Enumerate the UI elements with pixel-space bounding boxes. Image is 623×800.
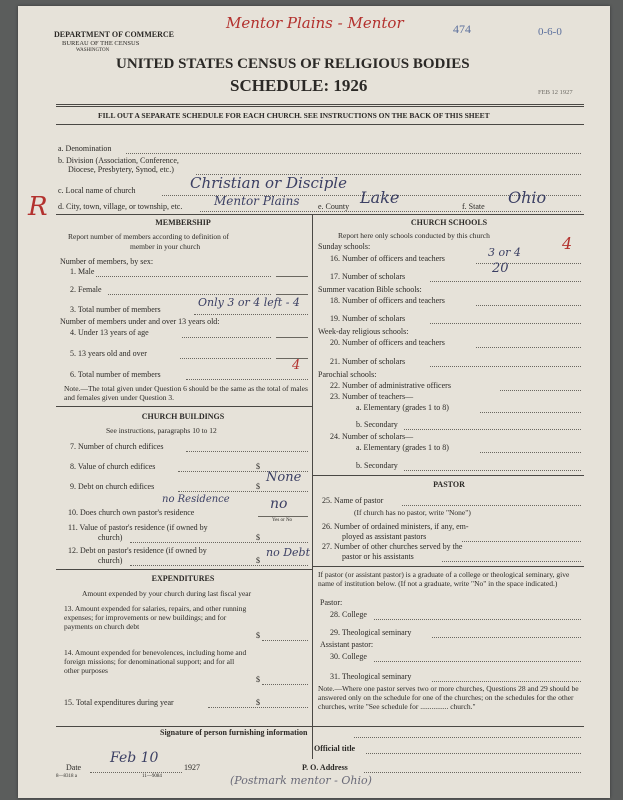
fill-line [480, 452, 581, 453]
po-address-label: P. O. Address [302, 763, 348, 772]
q4-under13: 4. Under 13 years of age [70, 328, 149, 337]
dollar-sign: $ [256, 462, 260, 471]
pastor-note: Note.—Where one pastor serves two or more churches, Questions 28 and 29 should be answered only on the schedule for one of the churches; on the schedules for the other churches, write "See schedule for ............... church." [318, 684, 579, 711]
rule [312, 475, 584, 476]
fill-line [374, 619, 581, 620]
q23b-secondary: b. Secondary [356, 420, 398, 429]
fill-line [186, 379, 308, 380]
fill-line [404, 429, 581, 430]
field-division-cont: Diocese, Presbytery, Synod, etc.) [68, 165, 174, 174]
fill-line [476, 305, 581, 306]
q9-value: None [266, 470, 302, 485]
q10-value: no [270, 496, 288, 512]
rule [56, 214, 584, 215]
buildings-heading: CHURCH BUILDINGS [141, 412, 225, 421]
dollar-sign: $ [256, 698, 260, 707]
q25-hint: (If church has no pastor, write "None") [354, 508, 471, 517]
q1-male: 1. Male [70, 267, 95, 276]
date-label: Date [66, 763, 82, 772]
q14-benevolences: 14. Amount expended for benevolences, including home and foreign missions; for denominational support; and for all other purposes [64, 648, 247, 675]
q20-weekday-teachers: 20. Number of officers and teachers [330, 338, 445, 347]
fill-line [404, 470, 581, 471]
dept-label: DEPARTMENT OF COMMERCE [54, 30, 175, 39]
fill-line [130, 565, 308, 566]
red-mark: R [28, 192, 48, 222]
q24b-secondary: b. Secondary [356, 461, 398, 470]
census-form-sheet [18, 6, 610, 798]
bureau-label: BUREAU OF THE CENSUS [62, 40, 140, 47]
q31-seminary: 31. Theological seminary [330, 672, 412, 681]
dollar-sign: $ [256, 675, 260, 684]
expenditures-heading: EXPENDITURES [151, 574, 215, 583]
answer-line [276, 294, 308, 295]
membership-heading: MEMBERSHIP [155, 218, 211, 227]
fill-line [262, 684, 308, 685]
expenditures-sub: Amount expended by your church during last fiscal year [82, 589, 252, 598]
field-division: b. Division (Association, Conference, [58, 156, 179, 165]
q7-edifices: 7. Number of church edifices [70, 442, 164, 451]
graduate-instruction: If pastor (or assistant pastor) is a graduate of a college or theological seminary, give name of institution below. (If not a graduate, write "No" in the space indicated.) [318, 570, 570, 588]
fill-line [180, 358, 271, 359]
q26-cont: ployed as assistant pastors [342, 532, 427, 541]
field-local-name: c. Local name of church [58, 186, 136, 195]
fill-line [432, 681, 581, 682]
answer-line [258, 516, 308, 517]
fill-line [182, 337, 271, 338]
q5-13andover: 5. 13 years old and over [70, 349, 147, 358]
membership-intro: Report number of members according to definition of [68, 232, 229, 241]
rule [56, 569, 312, 570]
q30-college: 30. College [330, 652, 367, 661]
q23-teachers: 23. Number of teachers— [330, 392, 414, 401]
fill-line [476, 347, 581, 348]
weekday-schools-label: Week-day religious schools: [318, 327, 409, 336]
stamp-number: 474 [453, 22, 471, 36]
q12-debt-residence: 12. Debt on pastor's residence (if owned by [68, 546, 207, 555]
q2-female: 2. Female [70, 285, 102, 294]
rule [312, 566, 584, 567]
schools-intro: Report here only schools conducted by this church [338, 231, 490, 240]
summer-schools-label: Summer vacation Bible schools: [318, 285, 422, 294]
form-code-2: 11—9084 [142, 774, 162, 779]
q9-debt: 9. Debt on church edifices [70, 482, 155, 491]
fill-line [96, 276, 271, 277]
fill-line [430, 281, 581, 282]
field-county: e. County [318, 202, 350, 211]
q26-ordained-ministers: 26. Number of ordained ministers, if any, em- [322, 522, 469, 531]
pastor-heading: PASTOR [433, 480, 465, 489]
fill-line [402, 505, 581, 506]
q16-sunday-teachers: 16. Number of officers and teachers [330, 254, 445, 263]
q21-weekday-scholars: 21. Number of scholars [330, 357, 406, 366]
rule [56, 726, 584, 727]
q25-pastor-name: 25. Name of pastor [322, 496, 384, 505]
field-city: d. City, town, village, or township, etc. [58, 202, 183, 211]
postmark-note: (Postmark mentor - Ohio) [230, 774, 372, 787]
state-value: Ohio [508, 188, 547, 207]
answer-line [276, 276, 308, 277]
fill-line [462, 541, 581, 542]
parochial-schools-label: Parochial schools: [318, 370, 377, 379]
schools-heading: CHURCH SCHOOLS [410, 218, 488, 227]
rule [56, 106, 584, 107]
form-title: UNITED STATES CENSUS OF RELIGIOUS BODIES [116, 56, 470, 72]
fill-line [430, 366, 581, 367]
fill-line [366, 753, 581, 754]
fill-line [364, 772, 581, 773]
q10-residence: 10. Does church own pastor's residence [68, 508, 195, 517]
q12-value: no Debt [266, 546, 310, 559]
fill-line [186, 451, 308, 452]
county-value: Lake [360, 188, 400, 207]
form-schedule-year: SCHEDULE: 1926 [230, 76, 368, 95]
q18-summer-teachers: 18. Number of officers and teachers [330, 296, 445, 305]
q27-cont: pastor or his assistants [342, 552, 414, 561]
membership-intro-cont: member in your church [130, 242, 201, 251]
column-divider [312, 214, 313, 759]
q11-cont: church) [98, 533, 123, 542]
fill-line [200, 211, 581, 212]
fill-line [194, 314, 308, 315]
members-by-age: Number of members under and over 13 years old: [60, 317, 220, 326]
yes-no-hint: Yes or No [272, 518, 293, 523]
city-label: WASHINGTON [76, 48, 110, 53]
q22-admin-officers: 22. Number of administrative officers [330, 381, 451, 390]
field-state: f. State [462, 202, 485, 211]
q29-seminary: 29. Theological seminary [330, 628, 412, 637]
q17-value: 20 [492, 261, 509, 276]
fill-line [480, 412, 581, 413]
q3-total: 3. Total number of members [70, 305, 161, 314]
instruction-line: FILL OUT A SEPARATE SCHEDULE FOR EACH CHURCH. SEE INSTRUCTIONS ON THE BACK OF THIS SHEET [98, 111, 490, 120]
q6-value: 4 [292, 358, 301, 373]
q12-cont: church) [98, 556, 123, 565]
fill-line [374, 661, 581, 662]
rule [56, 406, 312, 407]
fill-line [354, 737, 581, 738]
fill-line [500, 390, 581, 391]
fill-line [108, 294, 271, 295]
buildings-sub: See instructions, paragraphs 10 to 12 [106, 426, 217, 435]
q3-value: Only 3 or 4 left - 4 [198, 296, 300, 309]
field-denomination: a. Denomination [58, 144, 112, 153]
fill-line [90, 772, 182, 773]
q19-summer-scholars: 19. Number of scholars [330, 314, 406, 323]
q11-value-residence: 11. Value of pastor's residence (if owned by [68, 523, 208, 532]
fill-line [178, 491, 308, 492]
rule [56, 104, 584, 105]
q16-value: 3 or 4 [488, 246, 521, 259]
official-title-label: Official title [314, 744, 356, 753]
rule [56, 124, 584, 125]
fill-line [208, 707, 308, 708]
dollar-sign: $ [256, 533, 260, 542]
fill-line [130, 542, 308, 543]
date-value: Feb 10 [110, 750, 159, 766]
q17-sunday-scholars: 17. Number of scholars [330, 272, 406, 281]
city-value: Mentor Plains [214, 194, 300, 208]
fill-line [442, 561, 581, 562]
sunday-schools-label: Sunday schools: [318, 242, 371, 251]
place-annotation: Mentor Plains - Mentor [226, 14, 404, 32]
q24-scholars: 24. Number of scholars— [330, 432, 414, 441]
q8-value: 8. Value of church edifices [70, 462, 156, 471]
pastor-label: Pastor: [320, 598, 343, 607]
local-name-value: Christian or Disciple [190, 174, 347, 192]
answer-line [276, 337, 308, 338]
fill-line [126, 153, 581, 154]
q27-other-churches: 27. Number of other churches served by the [322, 542, 463, 551]
q6-total: 6. Total number of members [70, 370, 161, 379]
q24a-elementary: a. Elementary (grades 1 to 8) [356, 443, 449, 452]
corner-code: 0-6-0 [538, 26, 562, 38]
q16-corrected-value: 4 [562, 234, 573, 253]
received-stamp: FEB 12 1927 [538, 89, 573, 96]
q13-running-expenses: 13. Amount expended for salaries, repairs, and other running expenses; for improvements or new buildings; and for payments on church debt [64, 604, 247, 631]
signature-label: Signature of person furnishing information [160, 728, 308, 737]
members-by-sex: Number of members, by sex: [60, 257, 154, 266]
assistant-pastor-label: Assistant pastor: [320, 640, 374, 649]
fill-line [430, 323, 581, 324]
membership-note: Note.—The total given under Question 6 should be the same as the total of males and females given under Question 3. [64, 384, 308, 402]
fill-line [262, 640, 308, 641]
dollar-sign: $ [256, 482, 260, 491]
q23a-elementary: a. Elementary (grades 1 to 8) [356, 403, 449, 412]
q15-total-expenditures: 15. Total expenditures during year [64, 698, 174, 707]
q10-note: no Residence [162, 494, 230, 505]
q28-college: 28. College [330, 610, 367, 619]
dollar-sign: $ [256, 556, 260, 565]
form-code-1: 8—8318 a [56, 774, 77, 779]
date-year: 1927 [184, 763, 200, 772]
fill-line [432, 637, 581, 638]
dollar-sign: $ [256, 631, 260, 640]
